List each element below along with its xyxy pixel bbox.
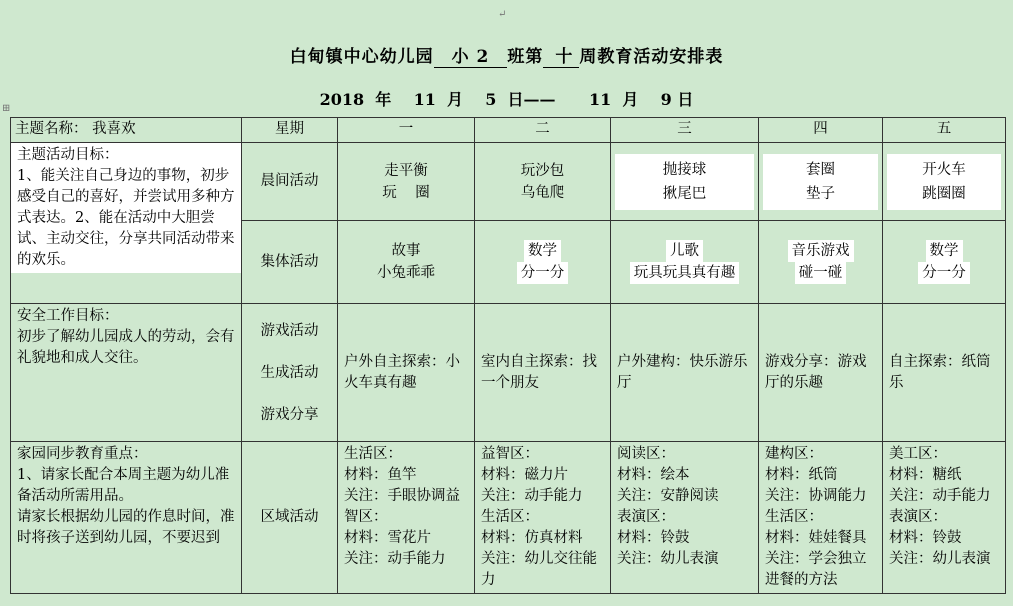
morning-tue[interactable]: 玩沙包 乌龟爬 (475, 143, 611, 221)
play-labels[interactable] (242, 304, 338, 442)
goals-label: 主题活动目标： (17, 147, 119, 163)
play-thu[interactable]: 游戏分享：游戏厅的乐趣 (759, 304, 883, 442)
play-wed[interactable]: 户外建构：快乐游乐厅 (611, 304, 759, 442)
play-label-share: 游戏分享 (260, 406, 319, 423)
area-mon[interactable]: 生活区： 材料：鱼竿 关注：手眼协调益 智区： 材料：雪花片 关注：动手能力 (338, 442, 475, 594)
home-cell[interactable] (11, 442, 242, 594)
group-wed[interactable]: 儿歌 玩具玩具真有趣 (611, 221, 759, 304)
goals-text: 1、能关注自己身边的事物，初步感受自己的喜好，并尝试用多种方式表达。2、能在活动中大胆尝试、主动交往，分享共同活动带来的欢乐。 (17, 168, 235, 268)
morning-row (11, 143, 1006, 221)
weekday-header[interactable]: 星期 (242, 118, 338, 143)
goals-cell[interactable] (11, 143, 242, 304)
home-text-2: 请家长根据幼儿园的作息时间，准时将孩子送到幼儿园，不要迟到 (17, 509, 235, 546)
day-header-5[interactable]: 五 (883, 118, 1006, 143)
theme-name-cell[interactable]: 主题名称： 我喜欢 (11, 118, 242, 143)
group-tue[interactable]: 数学 分一分 (475, 221, 611, 304)
morning-label[interactable]: 晨间活动 (242, 143, 338, 221)
morning-mon[interactable]: 走平衡 玩 圈 (338, 143, 475, 221)
safety-cell[interactable] (11, 304, 242, 442)
morning-wed[interactable]: 抛接球 揪尾巴 (611, 143, 759, 221)
area-tue[interactable]: 益智区： 材料：磁力片 关注：动手能力 生活区： 材料：仿真材料 关注：幼儿交往能力 (475, 442, 611, 594)
group-label[interactable]: 集体活动 (242, 221, 338, 304)
morning-thu[interactable]: 套圈 垫子 (759, 143, 883, 221)
title-suffix: 周教育活动安排表 (579, 47, 724, 67)
group-thu[interactable]: 音乐游戏 碰一碰 (759, 221, 883, 304)
area-row (11, 442, 1006, 594)
header-row (11, 118, 1006, 143)
area-fri[interactable]: 美工区： 材料：糖纸 关注：动手能力 表演区： 材料：铃鼓 关注：幼儿表演 (883, 442, 1006, 594)
area-wed[interactable]: 阅读区： 材料：绘本 关注：安静阅读 表演区： 材料：铃鼓 关注：幼儿表演 (611, 442, 759, 594)
title-class[interactable]: 小 2 (434, 42, 508, 68)
area-label[interactable]: 区域活动 (242, 442, 338, 594)
date-range: 2018 年 11 月 5 日—— 11 月 9 日 (319, 90, 694, 109)
page-title (0, 42, 1013, 68)
title-mid: 班第 (507, 47, 544, 67)
play-fri[interactable]: 自主探索：纸筒乐 (883, 304, 1006, 442)
day-header-2[interactable]: 二 (475, 118, 611, 143)
home-label: 家园同步教育重点： (17, 446, 148, 462)
morning-fri[interactable]: 开火车 跳圈圈 (883, 143, 1006, 221)
area-thu[interactable]: 建构区： 材料：纸筒 关注：协调能力 生活区： 材料：娃娃餐具 关注：学会独立进餐的方法 (759, 442, 883, 594)
play-label-generate: 生成活动 (260, 364, 319, 381)
play-row (11, 304, 1006, 442)
day-header-4[interactable]: 四 (759, 118, 883, 143)
day-header-1[interactable]: 一 (338, 118, 475, 143)
safety-label: 安全工作目标： (17, 308, 119, 324)
group-fri[interactable]: 数学 分一分 (883, 221, 1006, 304)
home-text-1: 1、请家长配合本周主题为幼儿准备活动所需用品。 (17, 467, 230, 504)
schedule-table (10, 117, 1006, 594)
play-label-game: 游戏活动 (260, 322, 319, 339)
play-tue[interactable]: 室内自主探索：找一个朋友 (475, 304, 611, 442)
group-mon[interactable]: 故事 小兔乖乖 (338, 221, 475, 304)
title-week[interactable]: 十 (543, 42, 579, 68)
day-header-3[interactable]: 三 (611, 118, 759, 143)
title-school: 白甸镇中心幼儿园 (289, 47, 434, 67)
safety-text: 初步了解幼儿园成人的劳动，会有礼貌地和成人交往。 (17, 329, 235, 366)
play-mon[interactable]: 户外自主探索：小火车真有趣 (338, 304, 475, 442)
